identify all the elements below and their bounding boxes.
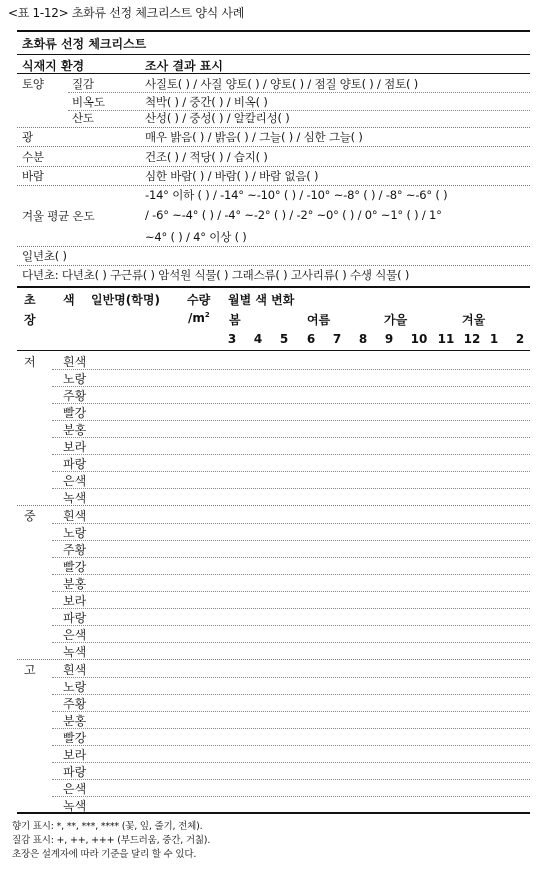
color-row-label: 주황: [63, 697, 87, 711]
row-divider: [52, 625, 530, 626]
row-divider: [52, 745, 530, 746]
row-divider: [52, 762, 530, 763]
color-row-label: 파랑: [63, 765, 87, 779]
row-divider: [52, 471, 530, 472]
month-label: 2: [515, 332, 525, 346]
wind-label: 바람: [22, 169, 44, 183]
row-divider: [52, 711, 530, 712]
row-divider: [52, 694, 530, 695]
divider: [17, 166, 530, 167]
row-divider: [52, 420, 530, 421]
row-divider: [52, 574, 530, 575]
color-row-label: 주황: [63, 543, 87, 557]
name-header: 일반명(학명): [91, 293, 160, 307]
water-label: 수분: [22, 150, 44, 164]
row-divider: [52, 557, 530, 558]
row-divider: [17, 505, 530, 506]
color-row-label: 파랑: [63, 457, 87, 471]
color-row-label: 흰색: [63, 663, 87, 677]
color-row-label: 녹색: [63, 799, 87, 813]
height-header-2: 장: [24, 313, 36, 327]
color-row-label: 은색: [63, 474, 87, 488]
month-label: 4: [253, 332, 263, 346]
soil-ph-label: 산도: [72, 111, 94, 125]
header-rule: [17, 73, 530, 74]
color-row-label: 빨강: [63, 406, 87, 420]
env-header: 식재지 환경: [22, 59, 85, 73]
grid-header-rule: [17, 350, 530, 351]
month-label: 11: [437, 332, 455, 346]
row-divider: [52, 437, 530, 438]
monthly-header: 월별 색 변화: [228, 293, 295, 307]
title-rule: [17, 54, 530, 55]
color-row-label: 빨강: [63, 560, 87, 574]
soil-texture-options: 사질토( ) / 사질 양토( ) / 양토( ) / 점질 양토( ) / 점토( ): [145, 77, 419, 91]
winter-temp-line-1: -14° 이하 ( ) / -14° ~-10° ( ) / -10° ~-8° ( ) / -8° ~-6° ( ): [145, 188, 448, 202]
row-divider: [52, 403, 530, 404]
row-divider: [17, 659, 530, 660]
month-label: 1: [489, 332, 499, 346]
row-divider: [52, 454, 530, 455]
row-divider: [52, 591, 530, 592]
season-autumn: 가을: [384, 313, 408, 327]
color-row-label: 빨강: [63, 731, 87, 745]
divider: [17, 265, 530, 266]
row-divider: [52, 523, 530, 524]
month-label: 10: [410, 332, 428, 346]
color-row-label: 흰색: [63, 355, 87, 369]
row-divider: [52, 728, 530, 729]
month-label: 5: [279, 332, 289, 346]
wind-options: 심한 바람( ) / 바람( ) / 바람 없음( ): [145, 169, 319, 183]
quantity-unit: $/m^2$: [188, 311, 210, 325]
month-label: 8: [358, 332, 368, 346]
color-row-label: 녹색: [63, 645, 87, 659]
row-divider: [52, 386, 530, 387]
soil-fertility-label: 비옥도: [72, 95, 105, 109]
note-texture: 질감 표시: +, ++, +++ (부드러움, 중간, 거칢).: [12, 835, 211, 846]
light-label: 광: [22, 130, 33, 144]
color-row-label: 녹색: [63, 491, 87, 505]
row-divider: [52, 796, 530, 797]
result-header: 조사 결과 표시: [145, 59, 223, 73]
soil-ph-options: 산성( ) / 중성( ) / 알칼리성( ): [145, 111, 290, 125]
color-row-label: 노랑: [63, 372, 87, 386]
winter-temp-line-2: / -6° ~-4° ( ) / -4° ~-2° ( ) / -2° ~0° ( ) / 0° ~1° ( ) / 1°: [145, 208, 442, 222]
divider: [17, 146, 530, 147]
month-label: 9: [384, 332, 394, 346]
row-divider: [52, 677, 530, 678]
height-group-label: 저: [24, 355, 36, 369]
note-fragrance: 향기 표시: *, **, ***, **** (꽃, 잎, 줄기, 전체).: [12, 821, 203, 832]
row-divider: [52, 488, 530, 489]
bottom-rule: [17, 812, 530, 814]
color-row-label: 은색: [63, 628, 87, 642]
divider: [68, 110, 530, 111]
color-row-label: 분홍: [63, 423, 87, 437]
top-rule: [17, 30, 530, 32]
season-spring: 봄: [229, 313, 241, 327]
color-row-label: 보라: [63, 748, 87, 762]
row-divider: [52, 642, 530, 643]
color-row-label: 은색: [63, 782, 87, 796]
month-label: 3: [227, 332, 237, 346]
color-row-label: 흰색: [63, 509, 87, 523]
divider: [68, 92, 530, 93]
quantity-header: 수량: [187, 293, 211, 307]
light-options: 매우 밝음( ) / 밝음( ) / 그늘( ) / 심한 그늘( ): [145, 130, 363, 144]
height-header-1: 초: [24, 293, 36, 307]
grid-top-rule: [17, 286, 530, 288]
water-options: 건조( ) / 적당( ) / 습지( ): [145, 150, 268, 164]
row-divider: [52, 369, 530, 370]
table-caption: <표 1-12> 초화류 선정 체크리스트 양식 사례: [8, 6, 245, 20]
winter-temp-label: 겨울 평균 온도: [22, 209, 95, 223]
divider: [17, 246, 530, 247]
row-divider: [52, 608, 530, 609]
season-summer: 여름: [307, 313, 331, 327]
season-winter: 겨울: [462, 313, 486, 327]
soil-label: 토양: [22, 77, 44, 91]
color-row-label: 보라: [63, 594, 87, 608]
color-row-label: 보라: [63, 440, 87, 454]
color-header: 색: [63, 293, 75, 307]
color-row-label: 주황: [63, 389, 87, 403]
row-divider: [52, 540, 530, 541]
color-row-label: 노랑: [63, 526, 87, 540]
month-label: 12: [463, 332, 481, 346]
color-row-label: 노랑: [63, 680, 87, 694]
row-divider: [52, 779, 530, 780]
checklist-title: 초화류 선정 체크리스트: [22, 37, 147, 51]
color-row-label: 분홍: [63, 714, 87, 728]
height-group-label: 중: [24, 509, 36, 523]
divider: [17, 127, 530, 128]
note-height: 초장은 설계자에 따라 기준을 달리 할 수 있다.: [12, 849, 197, 860]
color-row-label: 분홍: [63, 577, 87, 591]
divider: [17, 185, 530, 186]
perennial-options: 다년초: 다년초( ) 구근류( ) 암석원 식물( ) 그래스류( ) 고사리류( ) 수생 식물( ): [22, 268, 410, 282]
annual-option: 일년초( ): [22, 249, 67, 263]
color-row-label: 파랑: [63, 611, 87, 625]
soil-texture-label: 질감: [72, 77, 94, 91]
height-group-label: 고: [24, 663, 36, 677]
winter-temp-line-3: ~4° ( ) / 4° 이상 ( ): [145, 230, 247, 244]
month-label: 7: [332, 332, 342, 346]
month-label: 6: [306, 332, 316, 346]
soil-fertility-options: 척박( ) / 중간( ) / 비옥( ): [145, 95, 268, 109]
